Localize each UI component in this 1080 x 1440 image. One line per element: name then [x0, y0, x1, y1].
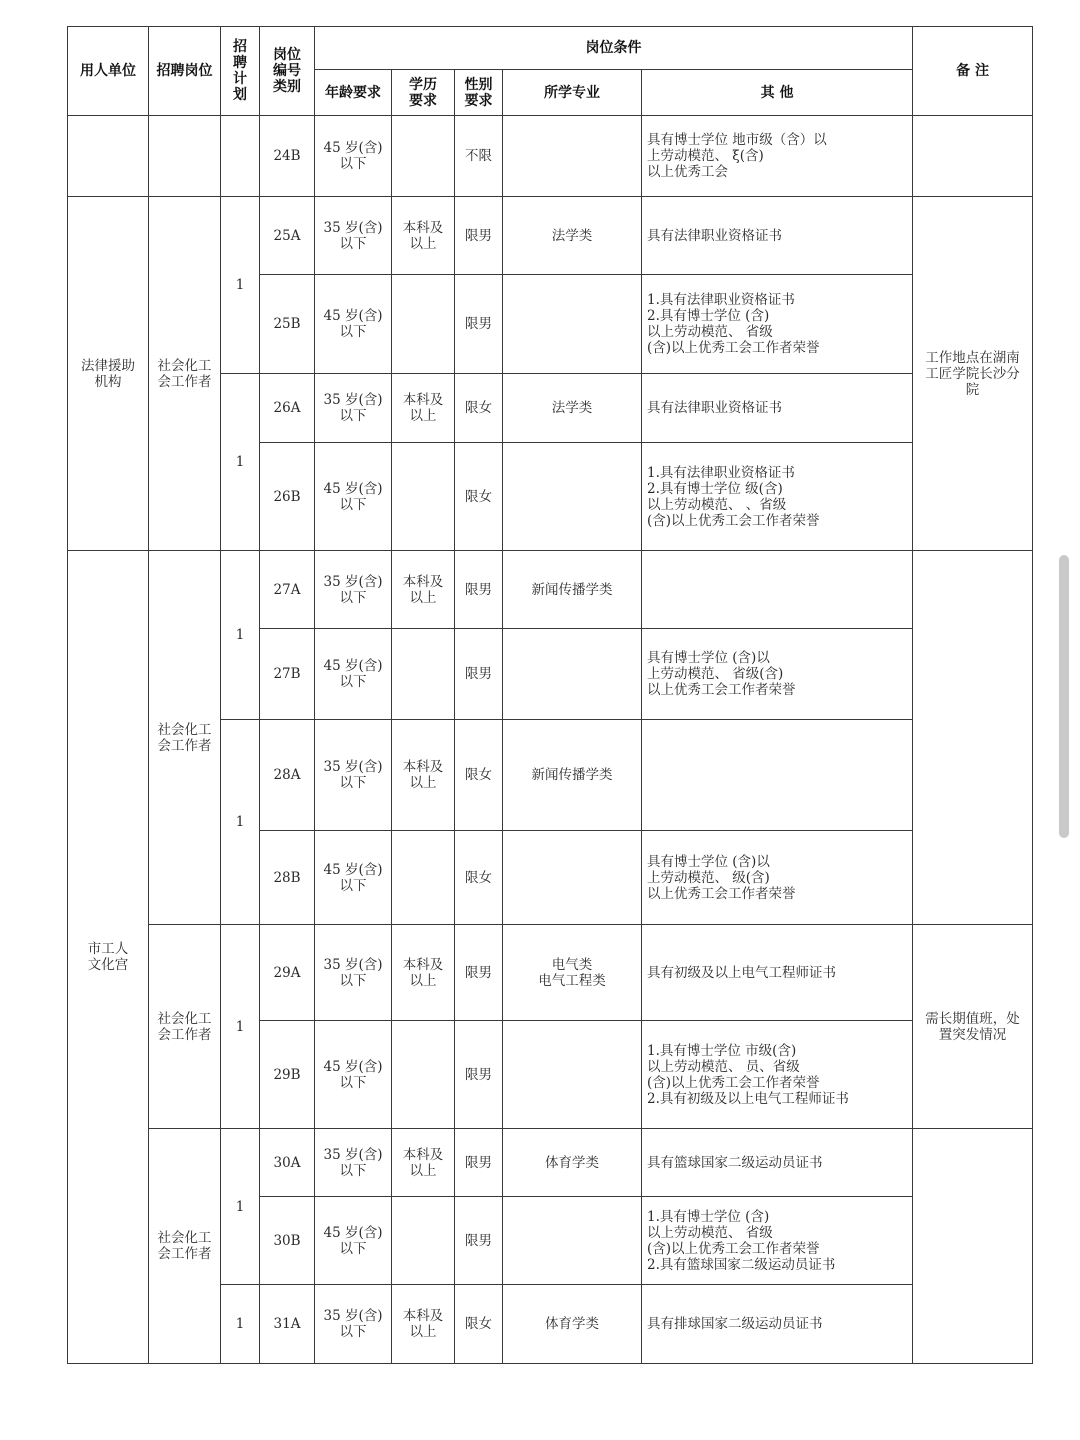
- header-unit: 用人单位: [68, 27, 149, 116]
- recruitment-table: [67, 26, 1033, 1364]
- remark-cell-empty: [913, 1129, 1033, 1364]
- header-remark: 备 注: [913, 27, 1033, 116]
- edu-cell: [392, 443, 455, 551]
- table-row: [68, 1129, 1033, 1197]
- other-cell: 1.具有博士学位 市级(含) 以上劳动模范、 员、省级 (含)以上优秀工会工作者荣誉 2.具有初级及以上电气工程师证书: [642, 1021, 913, 1129]
- plan-cell: 1: [221, 374, 260, 551]
- edu-cell: [392, 1197, 455, 1285]
- code-cell: 25B: [260, 275, 315, 374]
- edu-cell: 本科及 以上: [392, 197, 455, 275]
- age-cell: 35 岁(含) 以下: [315, 551, 392, 629]
- gender-cell: 限女: [455, 1285, 503, 1364]
- post-cell: 社会化工 会工作者: [149, 1129, 221, 1364]
- other-cell: 具有博士学位 (含)以 上劳动模范、 省级(含) 以上优秀工会工作者荣誉: [642, 629, 913, 720]
- gender-cell: 限男: [455, 1021, 503, 1129]
- post-cell-empty: [149, 116, 221, 197]
- plan-cell: 1: [221, 197, 260, 374]
- major-cell: [503, 275, 642, 374]
- code-cell: 29A: [260, 925, 315, 1021]
- other-cell: 具有初级及以上电气工程师证书: [642, 925, 913, 1021]
- code-cell: 29B: [260, 1021, 315, 1129]
- unit-cell: 市工人 文化宫: [68, 551, 149, 1364]
- remark-cell-empty: [913, 551, 1033, 925]
- other-cell: [642, 551, 913, 629]
- plan-cell: 1: [221, 1129, 260, 1285]
- post-cell: 社会化工 会工作者: [149, 197, 221, 551]
- other-cell: 1.具有博士学位 (含) 以上劳动模范、 省级 (含)以上优秀工会工作者荣誉 2.具有篮球国家二级运动员证书: [642, 1197, 913, 1285]
- age-cell: 45 岁(含) 以下: [315, 831, 392, 925]
- major-cell: 法学类: [503, 374, 642, 443]
- gender-cell: 限男: [455, 1129, 503, 1197]
- code-cell: 27A: [260, 551, 315, 629]
- gender-cell: 限男: [455, 1197, 503, 1285]
- code-cell: 30B: [260, 1197, 315, 1285]
- table-row: [68, 197, 1033, 275]
- age-cell: 35 岁(含) 以下: [315, 1285, 392, 1364]
- plan-cell: 1: [221, 720, 260, 925]
- edu-cell: [392, 275, 455, 374]
- code-cell: 31A: [260, 1285, 315, 1364]
- age-cell: 45 岁(含) 以下: [315, 1021, 392, 1129]
- edu-cell: [392, 1021, 455, 1129]
- major-cell: [503, 1197, 642, 1285]
- edu-cell: 本科及 以上: [392, 551, 455, 629]
- gender-cell: 限男: [455, 275, 503, 374]
- plan-cell: 1: [221, 925, 260, 1129]
- gender-cell: 限女: [455, 831, 503, 925]
- age-cell: 45 岁(含) 以下: [315, 1197, 392, 1285]
- plan-cell: 1: [221, 551, 260, 720]
- other-cell: 具有排球国家二级运动员证书: [642, 1285, 913, 1364]
- header-conditions: 岗位条件: [315, 27, 913, 70]
- remark-cell: 需长期值班，处 置突发情况: [913, 925, 1033, 1129]
- major-cell: 电气类 电气工程类: [503, 925, 642, 1021]
- major-cell: 体育学类: [503, 1285, 642, 1364]
- header-plan: 招 聘 计 划: [221, 27, 260, 116]
- major-cell: [503, 443, 642, 551]
- major-cell: [503, 629, 642, 720]
- gender-cell: 限女: [455, 443, 503, 551]
- edu-cell: 本科及 以上: [392, 720, 455, 831]
- code-cell: 24B: [260, 116, 315, 197]
- gender-cell: 限男: [455, 197, 503, 275]
- major-cell: 新闻传播学类: [503, 720, 642, 831]
- code-cell: 27B: [260, 629, 315, 720]
- post-cell: 社会化工 会工作者: [149, 551, 221, 925]
- edu-cell: 本科及 以上: [392, 1285, 455, 1364]
- other-cell: 具有法律职业资格证书: [642, 374, 913, 443]
- age-cell: 45 岁(含) 以下: [315, 275, 392, 374]
- major-cell: [503, 1021, 642, 1129]
- gender-cell: 限男: [455, 551, 503, 629]
- header-gender: 性别 要求: [455, 70, 503, 116]
- plan-cell-empty: [221, 116, 260, 197]
- gender-cell: 限男: [455, 629, 503, 720]
- vertical-scrollbar[interactable]: [1059, 555, 1069, 838]
- other-cell: 具有博士学位 (含)以 上劳动模范、 级(含) 以上优秀工会工作者荣誉: [642, 831, 913, 925]
- other-cell: [642, 720, 913, 831]
- major-cell: 体育学类: [503, 1129, 642, 1197]
- age-cell: 35 岁(含) 以下: [315, 720, 392, 831]
- code-cell: 26A: [260, 374, 315, 443]
- other-cell: 1.具有法律职业资格证书 2.具有博士学位 级(含) 以上劳动模范、 、省级 (含)以上优秀工会工作者荣誉: [642, 443, 913, 551]
- code-cell: 28B: [260, 831, 315, 925]
- age-cell: 35 岁(含) 以下: [315, 1129, 392, 1197]
- code-cell: 25A: [260, 197, 315, 275]
- header-post: 招聘岗位: [149, 27, 221, 116]
- edu-cell: [392, 629, 455, 720]
- edu-cell: 本科及 以上: [392, 925, 455, 1021]
- gender-cell: 限女: [455, 374, 503, 443]
- other-cell: 具有法律职业资格证书: [642, 197, 913, 275]
- age-cell: 45 岁(含) 以下: [315, 443, 392, 551]
- gender-cell: 限男: [455, 925, 503, 1021]
- edu-cell: 本科及 以上: [392, 1129, 455, 1197]
- age-cell: 35 岁(含) 以下: [315, 374, 392, 443]
- post-cell: 社会化工 会工作者: [149, 925, 221, 1129]
- table-row: [68, 925, 1033, 1021]
- major-cell: 新闻传播学类: [503, 551, 642, 629]
- unit-cell-empty: [68, 116, 149, 197]
- gender-cell: 限女: [455, 720, 503, 831]
- code-cell: 28A: [260, 720, 315, 831]
- age-cell: 45 岁(含) 以下: [315, 629, 392, 720]
- code-cell: 26B: [260, 443, 315, 551]
- other-cell: 具有博士学位 地市级（含）以 上劳动模范、 ξ(含) 以上优秀工会: [642, 116, 913, 197]
- table-row: [68, 551, 1033, 629]
- remark-cell-empty: [913, 116, 1033, 197]
- code-cell: 30A: [260, 1129, 315, 1197]
- header-other: 其 他: [642, 70, 913, 116]
- header-code: 岗位 编号 类别: [260, 27, 315, 116]
- header-edu: 学历 要求: [392, 70, 455, 116]
- other-cell: 具有篮球国家二级运动员证书: [642, 1129, 913, 1197]
- age-cell: 45 岁(含) 以下: [315, 116, 392, 197]
- edu-cell: [392, 116, 455, 197]
- remark-cell: 工作地点在湖南 工匠学院长沙分 院: [913, 197, 1033, 551]
- unit-cell: 法律援助 机构: [68, 197, 149, 551]
- edu-cell: [392, 831, 455, 925]
- gender-cell: 不限: [455, 116, 503, 197]
- major-cell: [503, 831, 642, 925]
- major-cell: [503, 116, 642, 197]
- age-cell: 35 岁(含) 以下: [315, 925, 392, 1021]
- plan-cell: 1: [221, 1285, 260, 1364]
- edu-cell: 本科及 以上: [392, 374, 455, 443]
- table-row: [68, 116, 1033, 197]
- major-cell: 法学类: [503, 197, 642, 275]
- header-major: 所学专业: [503, 70, 642, 116]
- header-age: 年龄要求: [315, 70, 392, 116]
- other-cell: 1.具有法律职业资格证书 2.具有博士学位 (含) 以上劳动模范、 省级 (含)以上优秀工会工作者荣誉: [642, 275, 913, 374]
- age-cell: 35 岁(含) 以下: [315, 197, 392, 275]
